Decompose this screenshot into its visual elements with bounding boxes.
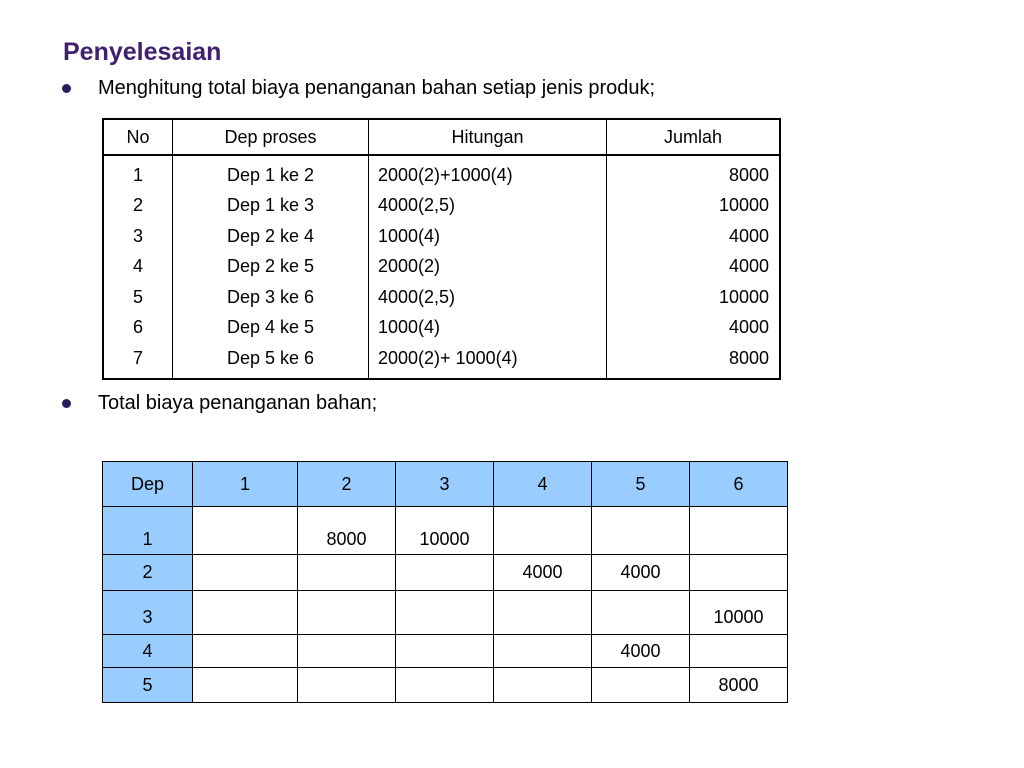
- matrix-cell: 8000: [298, 507, 396, 555]
- matrix-cell: 4000: [592, 555, 690, 591]
- matrix-row-header: 3: [103, 591, 193, 635]
- matrix-row-header: 1: [103, 507, 193, 555]
- table-row: [103, 313, 780, 344]
- cell-jumlah: 4000: [728, 256, 769, 277]
- cell-no: 3: [103, 221, 173, 252]
- matrix-row: [103, 507, 788, 555]
- cell-jumlah: 10000: [718, 195, 769, 216]
- matrix-cell: [494, 635, 592, 668]
- cell-dep: Dep 3 ke 6: [173, 282, 369, 313]
- cell-no: 2: [103, 191, 173, 222]
- header-no: No: [103, 119, 173, 155]
- matrix-row: [103, 635, 788, 668]
- matrix-cell: [690, 555, 788, 591]
- matrix-cell: [690, 507, 788, 555]
- matrix-row-header: 2: [103, 555, 193, 591]
- cell-dep: Dep 2 ke 4: [173, 221, 369, 252]
- matrix-cell: [396, 591, 494, 635]
- table-header-row: [103, 119, 780, 155]
- bullet-dot-icon: [62, 399, 71, 408]
- cell-jumlah: 4000: [728, 317, 769, 338]
- matrix-header: 4: [494, 462, 592, 507]
- matrix-cell: [494, 591, 592, 635]
- table-row: [103, 191, 780, 222]
- cell-dep: Dep 1 ke 2: [173, 155, 369, 191]
- matrix-row-header: 5: [103, 668, 193, 703]
- bullet-item-2: [62, 392, 377, 415]
- cell-dep: Dep 4 ke 5: [173, 313, 369, 344]
- cell-hitungan: 4000(2,5): [369, 282, 607, 313]
- cell-no: 6: [103, 313, 173, 344]
- matrix-cell: 8000: [690, 668, 788, 703]
- matrix-cell: [690, 635, 788, 668]
- cell-jumlah: 8000: [728, 164, 769, 185]
- page-title: Penyelesaian: [63, 38, 222, 66]
- table-row: [103, 282, 780, 313]
- table-row: [103, 343, 780, 379]
- bullet-dot-icon: [62, 84, 71, 93]
- matrix-header: 5: [592, 462, 690, 507]
- cell-no: 4: [103, 252, 173, 283]
- matrix-header: 6: [690, 462, 788, 507]
- matrix-cell: [592, 668, 690, 703]
- matrix-cell: [396, 555, 494, 591]
- matrix-cell: [193, 591, 298, 635]
- matrix-cell: [592, 507, 690, 555]
- cell-jumlah: 4000: [728, 225, 769, 246]
- matrix-header-row: [103, 462, 788, 507]
- matrix-cell: 4000: [592, 635, 690, 668]
- bullet-item-1: [62, 77, 655, 100]
- matrix-cell: 4000: [494, 555, 592, 591]
- matrix-row: [103, 668, 788, 703]
- header-hitungan: Hitungan: [369, 119, 607, 155]
- matrix-header: 2: [298, 462, 396, 507]
- matrix-cell: [494, 507, 592, 555]
- cell-no: 1: [103, 155, 173, 191]
- matrix-header: 1: [193, 462, 298, 507]
- cell-dep: Dep 5 ke 6: [173, 343, 369, 379]
- matrix-cell: [494, 668, 592, 703]
- cell-jumlah: 8000: [728, 347, 769, 368]
- cell-no: 7: [103, 343, 173, 379]
- matrix-cell: [193, 555, 298, 591]
- matrix-header: Dep: [103, 462, 193, 507]
- matrix-cell: [193, 668, 298, 703]
- matrix-cell: [193, 635, 298, 668]
- cell-no: 5: [103, 282, 173, 313]
- cell-hitungan: 1000(4): [369, 313, 607, 344]
- matrix-cell: [298, 635, 396, 668]
- cell-dep: Dep 2 ke 5: [173, 252, 369, 283]
- matrix-cell: [396, 668, 494, 703]
- matrix-cell: [298, 555, 396, 591]
- matrix-cell: [193, 507, 298, 555]
- cell-jumlah: 10000: [718, 286, 769, 307]
- table-row: [103, 221, 780, 252]
- cell-hitungan: 2000(2): [369, 252, 607, 283]
- header-jumlah: Jumlah: [607, 119, 781, 155]
- cost-calculation-table: [102, 118, 781, 380]
- bullet-text: Menghitung total biaya penanganan bahan setiap jenis produk;: [98, 77, 656, 99]
- matrix-header: 3: [396, 462, 494, 507]
- table-row: [103, 155, 780, 191]
- matrix-cell: 10000: [690, 591, 788, 635]
- matrix-row-header: 4: [103, 635, 193, 668]
- bullet-text: Total biaya penanganan bahan;: [98, 392, 378, 414]
- table-row: [103, 252, 780, 283]
- header-dep-proses: Dep proses: [173, 119, 369, 155]
- matrix-cell: 10000: [396, 507, 494, 555]
- matrix-cell: [396, 635, 494, 668]
- matrix-cell: [298, 591, 396, 635]
- matrix-cell: [298, 668, 396, 703]
- material-handling-matrix: [102, 461, 788, 703]
- cell-hitungan: 2000(2)+1000(4): [369, 155, 607, 191]
- cell-hitungan: 4000(2,5): [369, 191, 607, 222]
- cell-dep: Dep 1 ke 3: [173, 191, 369, 222]
- cell-hitungan: 2000(2)+ 1000(4): [369, 343, 607, 379]
- cell-hitungan: 1000(4): [369, 221, 607, 252]
- matrix-row: [103, 591, 788, 635]
- matrix-row: [103, 555, 788, 591]
- matrix-cell: [592, 591, 690, 635]
